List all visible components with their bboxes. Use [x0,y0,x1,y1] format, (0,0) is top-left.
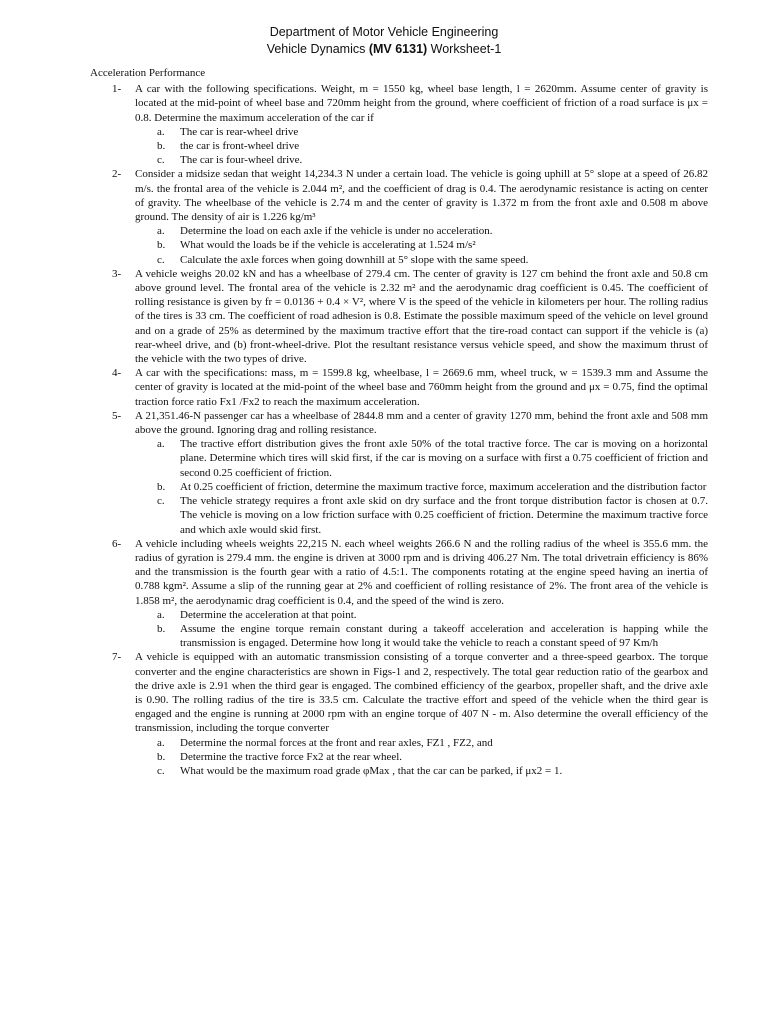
sub-question [88,622,708,650]
sub-question-text: At 0.25 coefficient of friction, determine the maximum tractive force, maximum acceleration and the distribution factor [180,480,707,493]
sub-question [88,437,708,480]
sub-question-letter: b. [157,480,166,493]
question-6 [88,537,708,608]
document-header [0,24,768,58]
question-text: A vehicle including wheels weights 22,215 N. each wheel weights 266.6 N and the rolling radius of the wheel is 355.6 mm. the radius of gyration is 279.4 mm. the engine is driven at 3000 rpm and is driving 406.27 Nm. The total drivetrain efficiency is 86% and the transmission is the fourth gear with a ratio of 4.5:1. The components rotating at the engine speed having an inertia of 0.788 kgm². Assume a slip of the running gear at 2% and coefficient of rolling resistance of 2%. The front area of the vehicle is 1.858 m², the aerodynamic drag coefficient is 0.4, and the speed of the wind is zero. [135,537,708,607]
sub-question [88,253,708,267]
sub-question-text: Assume the engine torque remain constant during a takeoff acceleration and acceleration is happing while the transmission is engaged. Determine how long it would take the vehicle to reach a constant speed of 97 Km/h [180,622,708,650]
sub-question-text: Calculate the axle forces when going downhill at 5° slope with the same speed. [180,253,529,266]
sub-question-letter: b. [157,239,166,252]
question-5 [88,409,708,437]
sub-question-letter: a. [157,225,165,238]
sub-question-letter: c. [157,495,165,508]
question-text: A car with the specifications: mass, m = 1599.8 kg, wheelbase, l = 2669.6 mm, wheel truck, w = 1539.3 mm and Assume the center of gravity is located at the mid-point of the wheel base and 760mm height from the ground and μx = 0.75, find the optimal traction force ratio Fx1 /Fx2 to reach the maximum acceleration. [135,367,708,408]
question-number: 3- [112,267,122,280]
sub-question-text: The vehicle strategy requires a front axle skid on dry surface and the front torque distribution factor is chosen at 0.7. The vehicle is moving on a low friction surface with 0.25 coefficient of friction. Determine the maximum tractive force and which axle would skid first. [180,495,708,536]
sub-question [88,736,708,750]
question-1 [88,82,708,125]
sub-question-text: What would the loads be if the vehicle is accelerating at 1.524 m/s² [180,239,476,252]
sub-question-letter: a. [157,736,165,749]
question-4 [88,366,708,409]
sub-question-letter: b. [157,750,166,763]
sub-question [88,480,708,494]
question-text: Consider a midsize sedan that weight 14,234.3 N under a certain load. The vehicle is going uphill at 5° slope at a speed of 26.82 m/s. the frontal area of the vehicle is 2.044 m², and the coefficient of drag is 0.4. The aerodynamic resistance is acting on center of gravity. The wheelbase of the vehicle is 2.74 m and the center of gravity is 1.372 m from the front axle and 0.508 m above ground. The density of air is 1.226 kg/m³ [135,168,708,224]
question-number: 6- [112,537,122,550]
question-2 [88,167,708,224]
course-code: (MV 6131) [368,42,428,56]
sub-question-text: The car is four-wheel drive. [180,154,303,167]
question-text: A vehicle weighs 20.02 kN and has a wheelbase of 279.4 cm. The center of gravity is 127 cm behind the front axle and 50.8 cm above ground level. The frontal area of the vehicle is 2.32 m² and the aerodynamic drag coefficient is 0.45. The coefficient of rolling resistance is given by fr = 0.0136 + 0.4 × V², where V is the speed of the vehicle in kilometers per hour. The rolling radius of the tires is 33 cm. The coefficient of road adhesion is 0.8. Estimate the possible maximum speed of the vehicle on level ground and on a grade of 25% as determined by the maximum tractive effort that the tire-road contact can support if the vehicle is (a) rear-wheel drive, and (b) front-wheel-drive. Plot the resultant resistance versus vehicle speed, and show the maximum thrust of the vehicle with the two types of drive. [135,267,708,366]
sub-question [88,238,708,252]
sub-question-letter: b. [157,622,166,635]
sub-question-text: the car is front-wheel drive [180,140,300,153]
question-7 [88,650,708,735]
sub-question-letter: c. [157,154,165,167]
sub-question-text: Determine the tractive force Fx2 at the rear wheel. [180,750,403,763]
worksheet-body [88,66,708,778]
course-title-suffix: Worksheet-1 [427,42,502,56]
sub-question-letter: a. [157,125,165,138]
question-list [88,82,708,778]
sub-question-text: The car is rear-wheel drive [180,125,299,138]
sub-question [88,750,708,764]
question-number: 7- [112,651,122,664]
question-text: A vehicle is equipped with an automatic transmission consisting of a torque converter and a three-speed gearbox. The torque converter and the engine characteristics are shown in Figs-1 and 2, respectively. The total gear reduction ratio of the gearbox and the drive axle is 2.91 when the third gear is engaged. The combined efficiency of the gearbox, propeller shaft, and the drive axle is 0.90. The rolling radius of the tire is 33.5 cm. Calculate the tractive effort and speed of the vehicle when the third gear is engaged and the engine is running at 2000 rpm with an engine torque of 407 N - m. Also determine the overall efficiency of the transmission, including the torque converter [135,651,708,735]
sub-question-text: Determine the load on each axle if the vehicle is under no acceleration. [180,225,493,238]
sub-question [88,224,708,238]
course-title-prefix: Vehicle Dynamics [266,42,369,56]
sub-question [88,139,708,153]
question-number: 5- [112,409,122,422]
sub-question [88,125,708,139]
question-text: A car with the following specifications. Weight, m = 1550 kg, wheel base length, l = 2620mm. Assume center of gravity is located at the mid-point of wheel base and 720mm height from the ground, where coefficient of friction of a road surface is μx = 0.8. Determine the maximum acceleration of the car if [135,83,708,124]
sub-question [88,764,708,778]
course-title [0,41,768,58]
question-number: 2- [112,168,122,181]
sub-question-text: The tractive effort distribution gives the front axle 50% of the total tractive force. The car is moving on a horizontal plane. Determine which tires will skid first, if the car is moving on a surface with first a 0.75 coefficient of friction and second 0.25 coefficient of friction. [180,438,708,479]
sub-question-text: What would be the maximum road grade φMax , that the car can be parked, if μx2 = 1. [180,764,563,777]
sub-question-letter: a. [157,608,165,621]
question-3 [88,267,708,366]
question-number: 1- [112,83,122,96]
sub-question-letter: a. [157,438,165,451]
sub-question [88,608,708,622]
sub-question-text: Determine the normal forces at the front and rear axles, FZ1 , FZ2, and [180,736,493,749]
sub-question [88,153,708,167]
section-title: Acceleration Performance [90,67,206,79]
department-title: Department of Motor Vehicle Engineering [269,25,499,39]
sub-question-text: Determine the acceleration at that point. [180,608,357,621]
sub-question-letter: c. [157,764,165,777]
sub-question-letter: c. [157,253,165,266]
question-text: A 21,351.46-N passenger car has a wheelbase of 2844.8 mm and a center of gravity 1270 mm, behind the front axle and 508 mm above the ground. Ignoring drag and rolling resistance. [135,409,708,437]
question-number: 4- [112,367,122,380]
sub-question [88,494,708,537]
sub-question-letter: b. [157,140,166,153]
